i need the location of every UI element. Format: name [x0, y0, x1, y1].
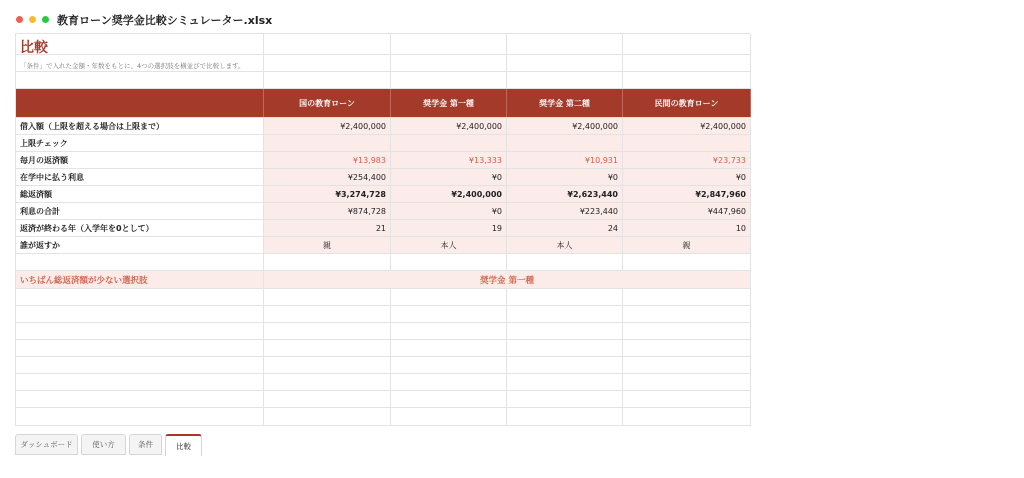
cell[interactable] [623, 306, 751, 322]
table-row [16, 152, 751, 169]
cell[interactable] [623, 408, 751, 425]
cell[interactable] [16, 340, 264, 356]
value-cell[interactable]: 21 [264, 220, 391, 236]
value-cell[interactable]: ¥0 [391, 203, 507, 219]
value-cell[interactable]: ¥3,274,728 [264, 186, 391, 202]
value-cell[interactable]: ¥2,400,000 [391, 186, 507, 202]
value-cell[interactable]: ¥874,728 [264, 203, 391, 219]
sheet-row [16, 72, 751, 89]
cell[interactable] [264, 391, 391, 407]
cell[interactable] [16, 357, 264, 373]
cell[interactable] [264, 323, 391, 339]
header-row [16, 89, 751, 118]
cell[interactable] [264, 357, 391, 373]
value-cell[interactable] [391, 135, 507, 151]
cell[interactable] [391, 340, 507, 356]
cell[interactable] [16, 289, 264, 305]
sheet-title: 比較 [20, 40, 48, 56]
cell[interactable] [507, 254, 623, 270]
minimize-window-button[interactable] [29, 16, 36, 23]
value-cell[interactable]: ¥2,623,440 [507, 186, 623, 202]
cell[interactable] [264, 340, 391, 356]
cell[interactable] [16, 306, 264, 322]
cell[interactable] [623, 357, 751, 373]
value-cell[interactable]: ¥0 [507, 169, 623, 185]
cell[interactable] [507, 374, 623, 390]
value-cell[interactable]: ¥2,400,000 [623, 118, 751, 134]
header-cell[interactable] [16, 89, 264, 117]
cell[interactable] [391, 306, 507, 322]
spreadsheet-grid [15, 33, 750, 426]
best-option-row [16, 271, 751, 289]
row-label[interactable]: 在学中に払う利息 [16, 169, 264, 185]
sheet-subtitle: 「条件」で入れた金額・年数をもとに、4つの選択肢を横並びで比較します。 [20, 62, 245, 70]
row-label[interactable]: 返済が終わる年（入学年を0として） [16, 220, 264, 236]
cell[interactable] [507, 306, 623, 322]
cell[interactable] [507, 34, 623, 54]
cell[interactable] [391, 374, 507, 390]
cell[interactable] [391, 72, 507, 88]
value-cell[interactable]: 親 [623, 237, 751, 253]
table-row [16, 169, 751, 186]
cell[interactable] [507, 340, 623, 356]
best-option-label[interactable]: いちばん総返済額が少ない選択肢 [16, 271, 264, 288]
window-titlebar [0, 0, 1024, 34]
cell[interactable] [507, 357, 623, 373]
cell[interactable] [264, 408, 391, 425]
value-cell[interactable]: ¥13,333 [391, 152, 507, 168]
tab-comparison[interactable]: 比較 [165, 434, 202, 456]
cell[interactable] [391, 289, 507, 305]
sheet-row [16, 340, 751, 357]
cell[interactable] [623, 55, 751, 71]
cell[interactable] [623, 254, 751, 270]
value-cell[interactable]: ¥223,440 [507, 203, 623, 219]
value-cell[interactable]: ¥447,960 [623, 203, 751, 219]
column-header[interactable]: 奨学金 第二種 [507, 89, 623, 117]
row-label[interactable]: 利息の合計 [16, 203, 264, 219]
tab-conditions[interactable]: 条件 [129, 434, 162, 455]
cell[interactable] [391, 55, 507, 71]
cell[interactable] [507, 323, 623, 339]
close-window-button[interactable] [16, 16, 23, 23]
cell[interactable] [16, 72, 264, 88]
column-header[interactable]: 民間の教育ローン [623, 89, 751, 117]
sheet-row [16, 391, 751, 408]
cell[interactable] [507, 408, 623, 425]
cell[interactable] [507, 289, 623, 305]
cell[interactable] [623, 374, 751, 390]
table-row [16, 203, 751, 220]
sheet-row [16, 323, 751, 340]
row-label[interactable]: 借入額（上限を超える場合は上限まで） [16, 118, 264, 134]
table-row [16, 118, 751, 135]
zoom-window-button[interactable] [42, 16, 49, 23]
value-cell[interactable]: ¥2,400,000 [391, 118, 507, 134]
cell[interactable] [391, 34, 507, 54]
window-title: 教育ローン奨学金比較シミュレーター.xlsx [57, 14, 273, 27]
value-cell[interactable]: 本人 [507, 237, 623, 253]
column-header[interactable]: 奨学金 第一種 [391, 89, 507, 117]
cell[interactable] [16, 391, 264, 407]
cell[interactable] [264, 34, 391, 54]
cell[interactable] [391, 408, 507, 425]
value-cell[interactable]: ¥2,400,000 [264, 118, 391, 134]
value-cell[interactable]: ¥0 [391, 169, 507, 185]
sheet-row [16, 408, 751, 426]
cell[interactable] [623, 72, 751, 88]
row-label[interactable]: 上限チェック [16, 135, 264, 151]
value-cell[interactable]: ¥13,983 [264, 152, 391, 168]
cell[interactable] [623, 340, 751, 356]
column-header[interactable]: 国の教育ローン [264, 89, 391, 117]
value-cell[interactable]: ¥10,931 [507, 152, 623, 168]
cell[interactable] [264, 306, 391, 322]
best-option-value[interactable]: 奨学金 第一種 [264, 271, 751, 288]
sheet-row [16, 374, 751, 391]
value-cell[interactable]: 24 [507, 220, 623, 236]
table-row [16, 186, 751, 203]
value-cell[interactable] [623, 135, 751, 151]
cell[interactable] [391, 357, 507, 373]
row-label[interactable]: 毎月の返済額 [16, 152, 264, 168]
table-row [16, 135, 751, 152]
sheet-row [16, 34, 751, 55]
cell[interactable] [264, 55, 391, 71]
sheet-row [16, 254, 751, 271]
cell[interactable] [264, 374, 391, 390]
cell[interactable] [16, 408, 264, 425]
cell[interactable] [264, 72, 391, 88]
cell[interactable] [623, 391, 751, 407]
tab-how-to-use[interactable]: 使い方 [81, 434, 126, 455]
value-cell[interactable]: ¥0 [623, 169, 751, 185]
value-cell[interactable] [507, 135, 623, 151]
cell[interactable] [623, 323, 751, 339]
cell[interactable] [16, 374, 264, 390]
value-cell[interactable]: 本人 [391, 237, 507, 253]
cell[interactable] [264, 254, 391, 270]
cell[interactable] [623, 289, 751, 305]
table-row [16, 220, 751, 237]
value-cell[interactable]: 親 [264, 237, 391, 253]
tab-dashboard[interactable]: ダッシュボード [15, 434, 78, 455]
cell[interactable] [16, 34, 264, 54]
table-row [16, 237, 751, 254]
cell[interactable] [507, 55, 623, 71]
cell[interactable] [16, 254, 264, 270]
sheet-row [16, 306, 751, 323]
cell[interactable] [623, 34, 751, 54]
sheet-row [16, 289, 751, 306]
cell[interactable] [264, 289, 391, 305]
row-label[interactable]: 誰が返すか [16, 237, 264, 253]
value-cell[interactable]: ¥2,400,000 [507, 118, 623, 134]
value-cell[interactable]: ¥23,733 [623, 152, 751, 168]
cell[interactable] [391, 391, 507, 407]
value-cell[interactable]: 10 [623, 220, 751, 236]
sheet-row [16, 357, 751, 374]
cell[interactable] [16, 323, 264, 339]
cell[interactable] [391, 323, 507, 339]
value-cell[interactable]: ¥2,847,960 [623, 186, 751, 202]
value-cell[interactable]: 19 [391, 220, 507, 236]
value-cell[interactable]: ¥254,400 [264, 169, 391, 185]
cell[interactable] [507, 391, 623, 407]
cell[interactable] [391, 254, 507, 270]
row-label[interactable]: 総返済額 [16, 186, 264, 202]
cell[interactable] [507, 72, 623, 88]
value-cell[interactable] [264, 135, 391, 151]
